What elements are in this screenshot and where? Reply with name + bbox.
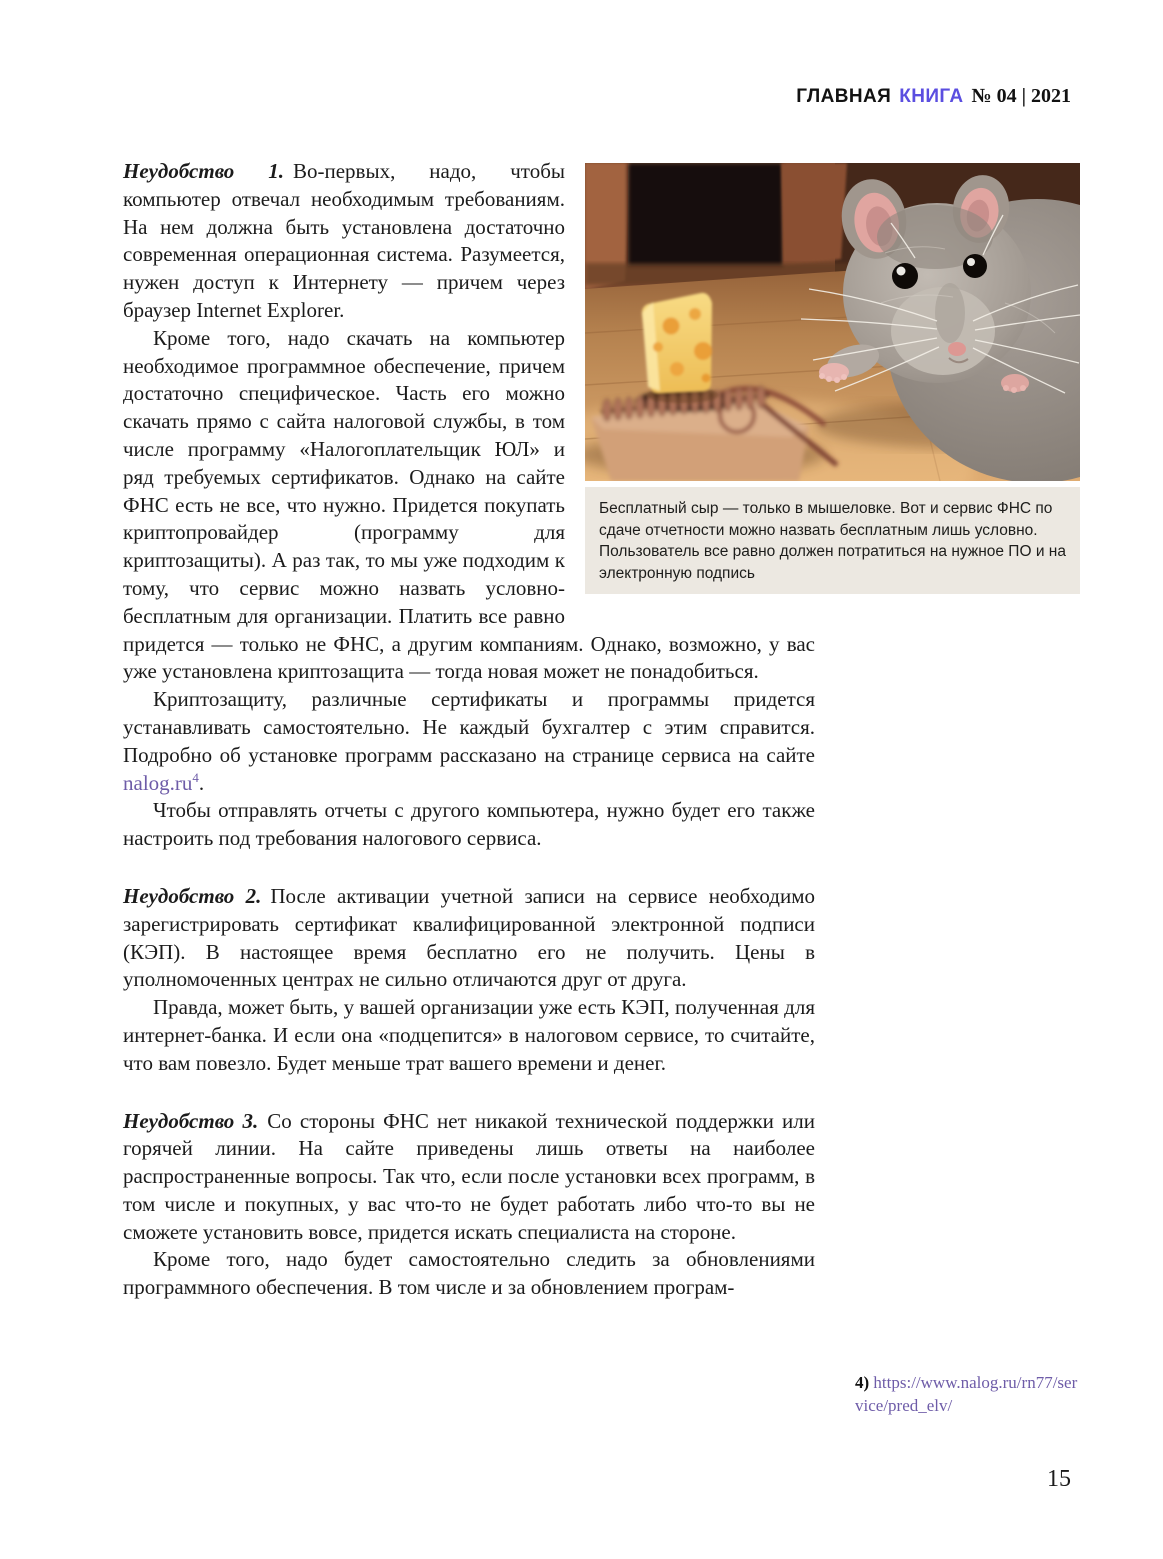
rat-nose [948, 342, 966, 356]
footnote [855, 1371, 1080, 1417]
paragraph [123, 883, 815, 994]
rat-left-eye [892, 263, 918, 289]
paragraph: Чтобы отправлять отчеты с другого компьютера, нужно будет его также настроить под требования налогового сервиса. [123, 798, 815, 851]
footnote-marker: 4) [855, 1373, 870, 1392]
article-body [123, 158, 1066, 1302]
paragraph-text: . [198, 770, 205, 795]
page-header [796, 85, 1071, 108]
photo-figure [585, 163, 1080, 594]
section-lead: Неудобство 3. [123, 1108, 259, 1133]
paragraph: Кроме того, надо скачать на компьютер необходимое программное обеспечение, причем достаточно специфическое. Часть его можно скачать прямо с сайта налоговой службы, в том числе программу «Налогоплательщик ЮЛ» и ряд требуемых сертификатов. Однако на сайте ФНС есть не все, что нужно. Придется покупать криптопровайдер (программу для криптозащиты). А раз так, то мы уже подходим к тому, что сервис можно назвать условно-бесплатным для организации. Платить все равно придется — только не ФНС, а другим компаниям. Однако, возможно, у вас уже установлена криптозащита — тогда новая может не понадобиться. [123, 325, 815, 684]
section-inconvenience-3 [123, 1108, 815, 1303]
footnote-url-link[interactable]: https://www.nalog.ru/rn77/service/pred_elv/ [855, 1373, 1078, 1415]
magazine-name: ГЛАВНАЯ [796, 86, 892, 107]
paragraph-text: Во-первых, надо, чтобы компьютер отвечал необходимым требованиям. На нем должна быть установлена достаточно современная операционная система. Разумеется, нужен доступ к Интернету — причем через браузер Internet Explorer. [123, 159, 565, 322]
magazine-name-accent: КНИГА [899, 86, 964, 107]
section-lead: Неудобство 2. [123, 883, 262, 908]
paragraph-text: Криптозащиту, различные сертификаты и программы придется устанавливать самостоятельно. Не каждый бухгалтер с этим справится. Подробно об установке программ рассказано на странице сервиса на сайте [123, 687, 815, 767]
page-number: 15 [1047, 1466, 1071, 1492]
nalog-ru-link[interactable]: nalog.ru [123, 770, 193, 795]
paragraph-text: После активации учетной записи на сервисе необходимо зарегистрировать сертификат квалифицированной электронной подписи (КЭП). В настоящее время бесплатно его не получить. Цены в уполномоченных центрах не сильно отличаются друг от друга. [123, 883, 815, 992]
section-inconvenience-2 [123, 883, 815, 1078]
issue-number: № 04 | 2021 [971, 85, 1071, 107]
paragraph: Правда, может быть, у вашей организации уже есть КЭП, полученная для интернет-банка. И если она «подцепится» в налоговом сервисе, то считайте, что вам повезло. Будет меньше трат вашего времени и денег. [123, 995, 815, 1075]
paragraph-text: Со стороны ФНС нет никакой технической поддержки или горячей линии. На сайте приведены лишь ответы на наиболее распространенные вопросы. Так что, если после установки всех программ, в том числе и покупных, у вас что-то не будет работать либо что-то вы не сможете установить вовсе, придется искать специалиста на стороне. [123, 1108, 815, 1244]
rat-right-eye [963, 254, 987, 278]
section-lead: Неудобство 1. [123, 159, 284, 183]
footnote-ref-4[interactable]: 4 [192, 769, 199, 785]
rat-mousetrap-photo [585, 163, 1080, 481]
paragraph: Кроме того, надо будет самостоятельно следить за обновлениями программного обеспечения. В том числе и за обновлением програм- [123, 1247, 815, 1300]
paragraph [123, 686, 815, 797]
cheese-wedge [642, 293, 719, 403]
figure-caption: Бесплатный сыр — только в мышеловке. Вот и сервис ФНС по сдаче отчетности можно назвать бесплатным лишь условно. Пользователь все равно должен потратиться на нужное ПО и на электронную подпись [585, 487, 1080, 594]
paragraph [123, 1108, 815, 1247]
